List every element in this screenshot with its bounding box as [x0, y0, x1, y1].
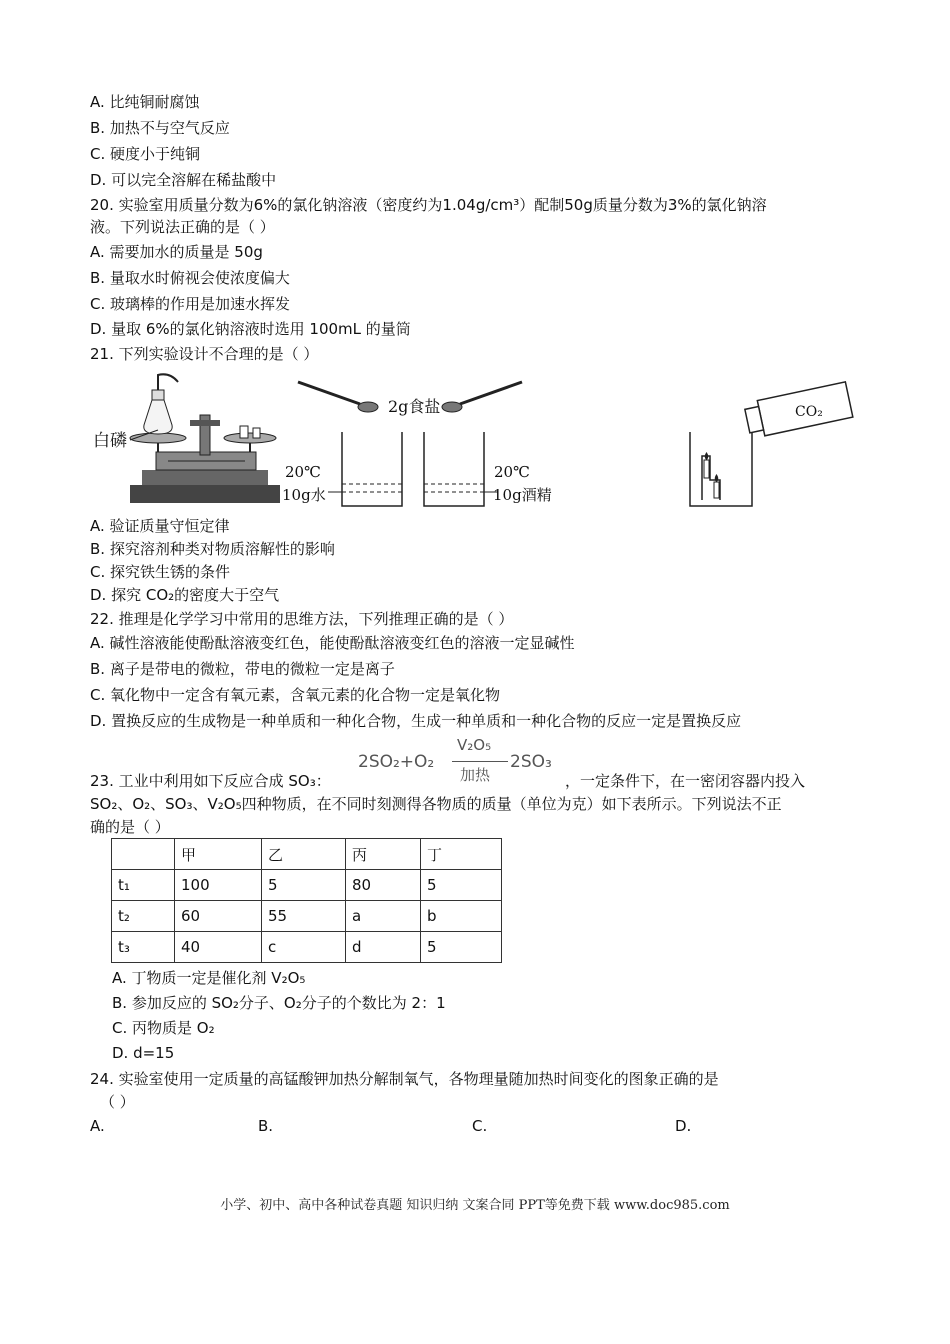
table-header-cell: [112, 839, 175, 870]
label-water: 10g水: [282, 486, 326, 504]
footer-text: 小学、初中、高中各种试卷真题 知识归纳 文案合同 PPT等免费下载 www.doc985.com: [220, 1198, 730, 1213]
label-temp-left: 20℃: [285, 463, 321, 481]
table-cell: 60: [175, 901, 262, 932]
table-header-cell: 甲: [175, 839, 262, 870]
table-header-cell: 丙: [346, 839, 421, 870]
q24-option-d: D.: [675, 1117, 692, 1135]
q24-stem-line2: （ ）: [100, 1093, 135, 1111]
table-header-cell: 乙: [262, 839, 346, 870]
q22-stem: 22. 推理是化学学习中常用的思维方法，下列推理正确的是（ ）: [90, 610, 514, 628]
q23-stem-prefix: 23. 工业中利用如下反应合成 SO₃：: [90, 772, 331, 790]
co2-figure: [680, 380, 860, 510]
q23-option-b: B. 参加反应的 SO₂分子、O₂分子的个数比为 2：1: [112, 994, 446, 1012]
table-cell: a: [346, 901, 421, 932]
q23-option-c: C. 丙物质是 O₂: [112, 1019, 215, 1037]
table-header-cell: 丁: [421, 839, 502, 870]
table-cell: 5: [262, 870, 346, 901]
q20-option-a: A. 需要加水的质量是 50g: [90, 243, 263, 261]
q19-option-d: D. 可以完全溶解在稀盐酸中: [90, 171, 277, 189]
q20-stem-line1: 20. 实验室用质量分数为6%的氯化钠溶液（密度约为1.04g/cm³）配制50g质量分数为3%的氯化钠溶: [90, 196, 767, 214]
q21-option-c: C. 探究铁生锈的条件: [90, 563, 231, 581]
q20-stem-line2: 液。下列说法正确的是（ ）: [90, 218, 275, 236]
q23-stem-line2: SO₂、O₂、SO₃、V₂O₅四种物质，在不同时刻测得各物质的质量（单位为克）如下表所示。下列说法不正: [90, 795, 782, 813]
table-cell: 5: [421, 870, 502, 901]
table-cell: t₂: [112, 901, 175, 932]
table-row: [112, 901, 502, 932]
q21-option-d: D. 探究 CO₂的密度大于空气: [90, 586, 280, 604]
equation-catalyst: V₂O₅: [457, 736, 492, 754]
q22-option-a: A. 碱性溶液能使酚酞溶液变红色，能使酚酞溶液变红色的溶液一定显碱性: [90, 634, 575, 652]
table-cell: 55: [262, 901, 346, 932]
table-cell: 40: [175, 932, 262, 963]
mass-table: [111, 838, 502, 963]
table-row: [112, 870, 502, 901]
q21-stem: 21. 下列实验设计不合理的是（ ）: [90, 345, 319, 363]
q24-option-b: B.: [258, 1117, 274, 1135]
q24-stem-line1: 24. 实验室使用一定质量的高锰酸钾加热分解制氧气，各物理量随加热时间变化的图象正确的是: [90, 1070, 719, 1088]
q19-option-b: B. 加热不与空气反应: [90, 119, 230, 137]
table-cell: t₃: [112, 932, 175, 963]
q23-stem-line3: 确的是（ ）: [90, 818, 170, 836]
table-row: [112, 932, 502, 963]
q20-option-d: D. 量取 6%的氯化钠溶液时选用 100mL 的量筒: [90, 320, 411, 338]
label-temp-right: 20℃: [494, 463, 530, 481]
q21-option-b: B. 探究溶剂种类对物质溶解性的影响: [90, 540, 335, 558]
q21-option-a: A. 验证质量守恒定律: [90, 517, 230, 535]
equation-condition: 加热: [460, 766, 491, 784]
table-cell: t₁: [112, 870, 175, 901]
q19-option-a: A. 比纯铜耐腐蚀: [90, 93, 200, 111]
equation-left: 2SO₂+O₂: [358, 752, 435, 772]
q23-stem-suffix: ，一定条件下，在一密闭容器内投入: [565, 772, 806, 790]
equation-right: 2SO₃: [510, 752, 552, 772]
table-cell: 5: [421, 932, 502, 963]
table-cell: 80: [346, 870, 421, 901]
table-header-row: [112, 839, 502, 870]
q20-option-c: C. 玻璃棒的作用是加速水挥发: [90, 295, 291, 313]
label-salt: 2g食盐: [388, 397, 441, 416]
q24-option-c: C.: [472, 1117, 488, 1135]
q19-option-c: C. 硬度小于纯铜: [90, 145, 201, 163]
q23-option-a: A. 丁物质一定是催化剂 V₂O₅: [112, 969, 306, 987]
q20-option-b: B. 量取水时俯视会使浓度偏大: [90, 269, 290, 287]
table-cell: c: [262, 932, 346, 963]
label-white-phosphorus: 白磷: [93, 431, 127, 451]
table-cell: 100: [175, 870, 262, 901]
table-cell: d: [346, 932, 421, 963]
q24-option-a: A.: [90, 1117, 105, 1135]
label-co2: CO₂: [795, 404, 823, 420]
label-alcohol: 10g酒精: [493, 486, 552, 504]
q23-option-d: D. d=15: [112, 1044, 175, 1062]
q22-option-b: B. 离子是带电的微粒，带电的微粒一定是离子: [90, 660, 395, 678]
q22-option-c: C. 氧化物中一定含有氧元素，含氧元素的化合物一定是氧化物: [90, 686, 501, 704]
equation-bar: [452, 761, 508, 762]
table-cell: b: [421, 901, 502, 932]
q22-option-d: D. 置换反应的生成物是一种单质和一种化合物，生成一种单质和一种化合物的反应一定是置换反应: [90, 712, 742, 730]
